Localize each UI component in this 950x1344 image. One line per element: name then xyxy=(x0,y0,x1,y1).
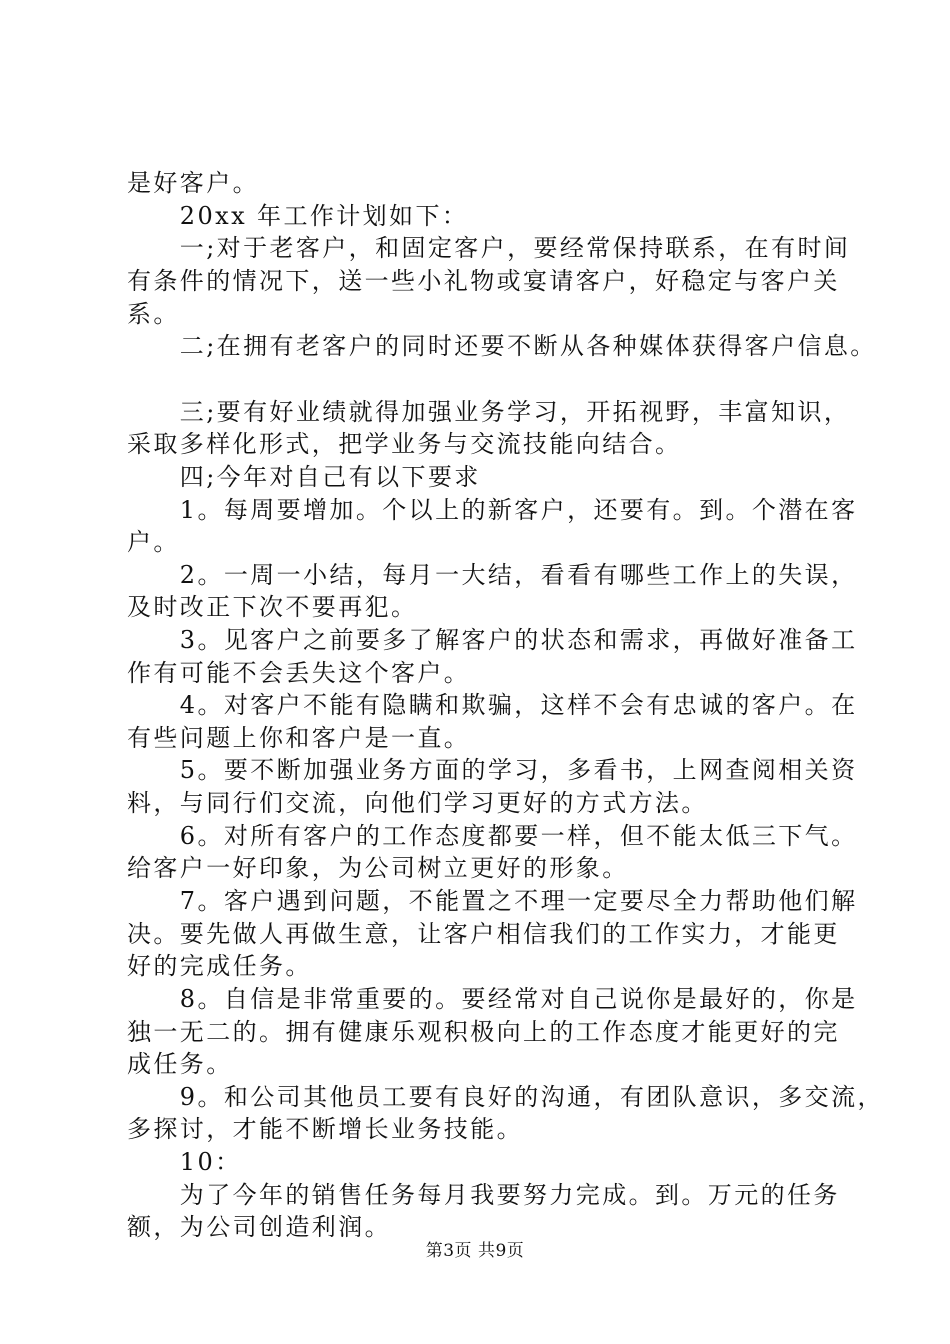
text-line: 额，为公司创造利润。 xyxy=(127,1213,391,1241)
page-footer: 第3页 共9页 xyxy=(425,1241,525,1261)
text-line: 7。客户遇到问题，不能置之不理一定要尽全力帮助他们解 xyxy=(127,887,858,915)
text-line: 有条件的情况下，送一些小礼物或宴请客户，好稳定与客户关 xyxy=(127,267,840,295)
text-line: 作有可能不会丢失这个客户。 xyxy=(127,659,471,687)
text-line: 10： xyxy=(127,1148,242,1176)
text-line: 1。每周要增加。个以上的新客户，还要有。到。个潜在客 xyxy=(127,496,858,524)
text-line: 决。要先做人再做生意，让客户相信我们的工作实力，才能更 xyxy=(127,920,840,948)
text-line: 8。自信是非常重要的。要经常对自己说你是最好的，你是 xyxy=(127,985,858,1013)
text-line: 采取多样化形式，把学业务与交流技能向结合。 xyxy=(127,430,682,458)
text-line: 户。 xyxy=(127,528,180,556)
text-line: 为了今年的销售任务每月我要努力完成。到。万元的任务 xyxy=(127,1181,840,1209)
text-line: 4。对客户不能有隐瞒和欺骗，这样不会有忠诚的客户。在 xyxy=(127,691,858,719)
text-line: 及时改正下次不要再犯。 xyxy=(127,593,418,621)
text-line: 2。一周一小结，每月一大结，看看有哪些工作上的失误， xyxy=(127,561,858,589)
text-line: 20xx 年工作计划如下： xyxy=(127,202,469,230)
text-line: 给客户一好印象，为公司树立更好的形象。 xyxy=(127,854,629,882)
text-line: 系。 xyxy=(127,300,180,328)
text-line: 独一无二的。拥有健康乐观积极向上的工作态度才能更好的完 xyxy=(127,1018,840,1046)
text-line: 3。见客户之前要多了解客户的状态和需求，再做好准备工 xyxy=(127,626,858,654)
text-line: 9。和公司其他员工要有良好的沟通，有团队意识，多交流， xyxy=(127,1083,884,1111)
text-line: 二;在拥有老客户的同时还要不断从各种媒体获得客户信息。 xyxy=(127,332,877,360)
text-line: 是好客户。 xyxy=(127,169,259,197)
text-line: 好的完成任务。 xyxy=(127,952,312,980)
text-line: 多探讨，才能不断增长业务技能。 xyxy=(127,1115,523,1143)
text-line: 三;要有好业绩就得加强业务学习，开拓视野，丰富知识， xyxy=(127,398,851,426)
text-line: 5。要不断加强业务方面的学习，多看书，上网查阅相关资 xyxy=(127,756,858,784)
text-line: 6。对所有客户的工作态度都要一样，但不能太低三下气。 xyxy=(127,822,858,850)
text-line: 有些问题上你和客户是一直。 xyxy=(127,724,471,752)
text-line: 成任务。 xyxy=(127,1050,233,1078)
text-line: 四;今年对自己有以下要求 xyxy=(127,463,481,491)
text-line: 料，与同行们交流，向他们学习更好的方式方法。 xyxy=(127,789,708,817)
text-line: 一;对于老客户，和固定客户，要经常保持联系，在有时间 xyxy=(127,234,851,262)
